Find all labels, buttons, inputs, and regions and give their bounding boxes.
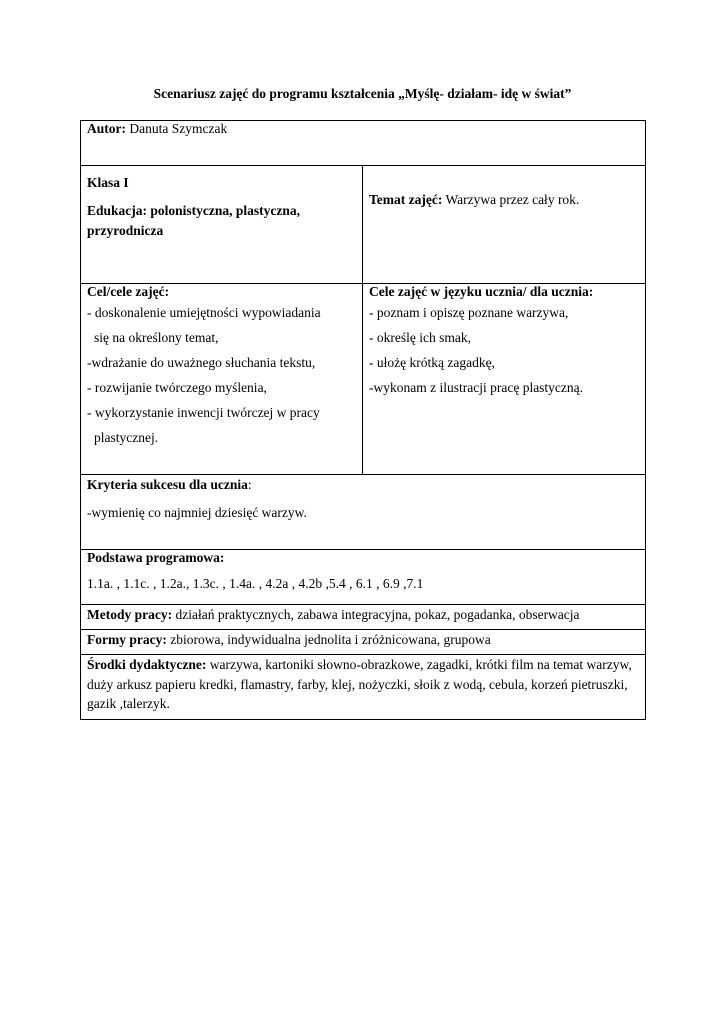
edukacja-block	[87, 201, 356, 241]
cell-podstawa	[81, 550, 646, 605]
cell-formy	[81, 630, 646, 655]
cell-kryteria	[81, 475, 646, 550]
temat-label: Temat zajęć:	[369, 192, 443, 207]
lesson-plan-table	[80, 120, 646, 720]
formy-label: Formy pracy:	[87, 632, 167, 647]
list-item: plastycznej.	[94, 430, 159, 445]
cell-autor	[81, 121, 646, 166]
metody-label: Metody pracy:	[87, 607, 173, 622]
row-kryteria	[81, 475, 646, 550]
row-metody	[81, 605, 646, 630]
kryteria-suffix: :	[247, 477, 252, 492]
srodki-label: Środki dydaktyczne:	[87, 657, 207, 672]
page-title: Scenariusz zajęć do programu kształcenia „Myślę- działam- idę w świat”	[153, 86, 572, 101]
list-item: -wdrażanie do uważnego słuchania tekstu,	[87, 355, 316, 370]
row-klasa-temat	[81, 166, 646, 284]
edukacja-value: polonistyczna, plastyczna, przyrodnicza	[87, 203, 301, 238]
cell-temat	[363, 166, 646, 284]
srodki-value: warzywa, kartoniki słowno-obrazkowe, zagadki, krótki film na temat warzyw, duży arkusz papieru kredki, flamastry, farby, klej, nożyczki, słoik z wodą, cebula, korzeń pietruszki, gazik ,talerzyk.	[87, 657, 632, 711]
list-item: - wykorzystanie inwencji twórczej w pracy	[87, 405, 320, 420]
row-cele	[81, 284, 646, 475]
cell-cele-ucznia	[363, 284, 646, 475]
cell-cele	[81, 284, 363, 475]
metody-value: działań praktycznych, zabawa integracyjna, pokaz, pogadanka, obserwacja	[172, 607, 580, 622]
list-item: się na określony temat,	[94, 330, 219, 345]
kryteria-heading	[87, 475, 639, 495]
klasa-label: Klasa I	[87, 175, 129, 190]
row-srodki	[81, 655, 646, 720]
autor-label: Autor:	[87, 121, 126, 136]
podstawa-label: Podstawa programowa:	[87, 550, 225, 565]
edukacja-label: Edukacja:	[87, 203, 148, 218]
cele-list	[87, 300, 356, 450]
kryteria-label: Kryteria sukcesu dla ucznia	[87, 477, 248, 492]
formy-value: zbiorowa, indywidualna jednolita i zróżnicowana, grupowa	[166, 632, 491, 647]
temat-value: Warzywa przez cały rok.	[442, 192, 580, 207]
kryteria-value: -wymienię co najmniej dziesięć warzyw.	[87, 505, 307, 520]
cele-label: Cel/cele zajęć:	[87, 284, 170, 299]
autor-value: Danuta Szymczak	[126, 121, 228, 136]
cell-metody	[81, 605, 646, 630]
row-autor	[81, 121, 646, 166]
list-item: - rozwijanie twórczego myślenia,	[87, 380, 267, 395]
row-podstawa	[81, 550, 646, 605]
cell-srodki	[81, 655, 646, 720]
list-item: - doskonalenie umiejętności wypowiadania	[87, 305, 321, 320]
list-item: -wykonam z ilustracji pracę plastyczną.	[369, 380, 584, 395]
podstawa-value: 1.1a. , 1.1c. , 1.2a., 1.3c. , 1.4a. , 4.2a , 4.2b ,5.4 , 6.1 , 6.9 ,7.1	[87, 576, 424, 591]
list-item: - poznam i opiszę poznane warzywa,	[369, 305, 569, 320]
cele-ucznia-label: Cele zajęć w języku ucznia/ dla ucznia:	[369, 284, 594, 299]
cell-klasa	[81, 166, 363, 284]
cele-ucznia-list	[369, 300, 639, 400]
row-formy	[81, 630, 646, 655]
list-item: - ułożę krótką zagadkę,	[369, 355, 495, 370]
list-item: - określę ich smak,	[369, 330, 471, 345]
